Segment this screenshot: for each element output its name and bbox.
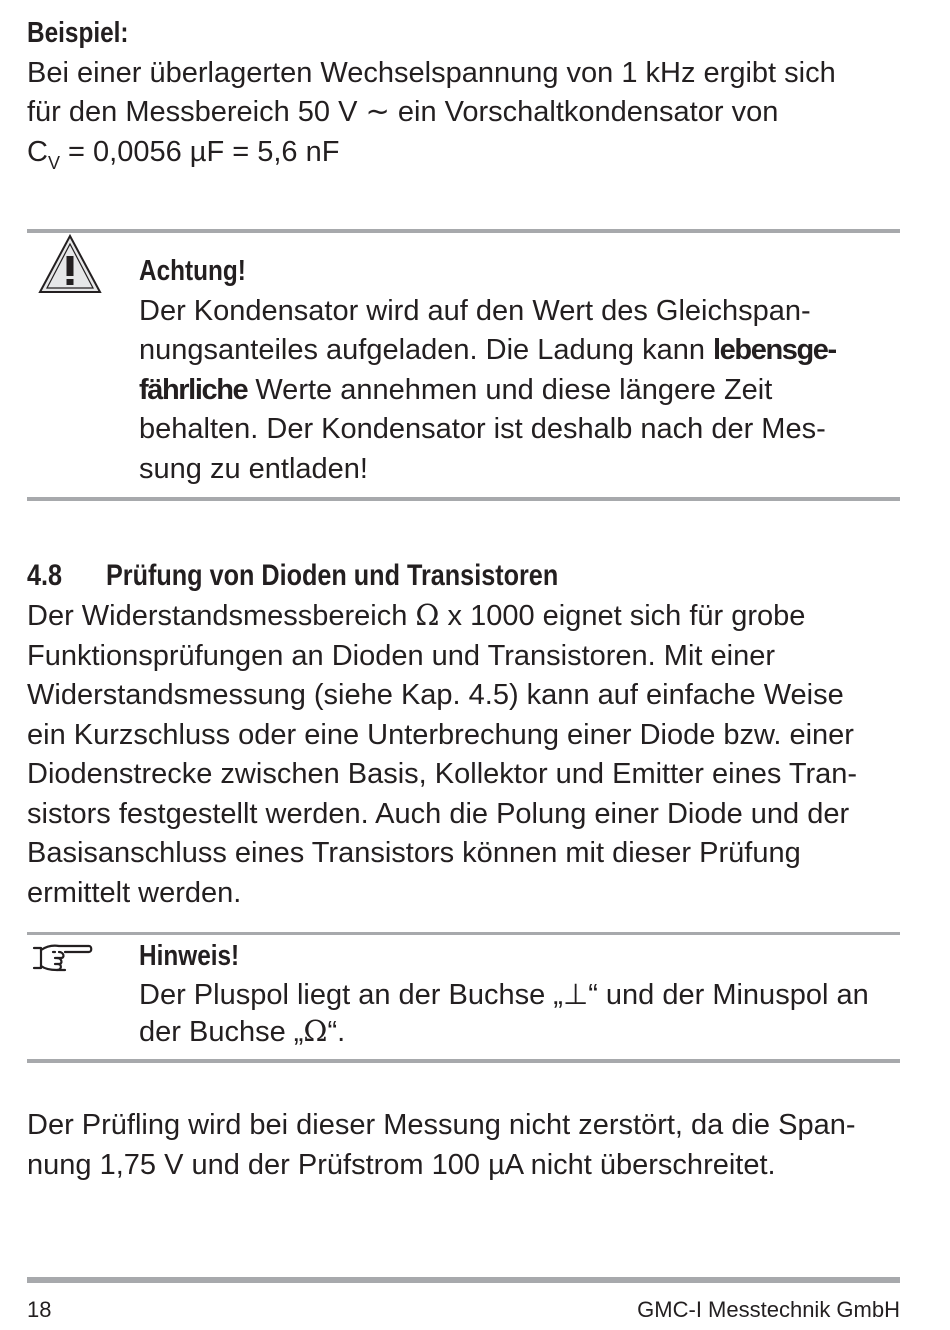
note-line-2: der Buchse „Ω“. [139, 1013, 346, 1048]
section-line-7: Basisanschluss eines Transistors können mit dieser Prüfung [27, 837, 801, 869]
footer-company: GMC-I Messtechnik GmbH [637, 1297, 900, 1322]
section-line-3: Widerstandsmessung (siehe Kap. 4.5) kann auf einfache Weise [27, 679, 844, 711]
warning-line-3: fährliche Werte annehmen und diese längere Zeit [139, 373, 773, 406]
section-line-6: sistors festgestellt werden. Auch die Polung einer Diode und der [27, 797, 850, 830]
example-line-1: Bei einer überlagerten Wechselspannung von 1 kHz ergibt sich [27, 56, 836, 89]
section-line-8: ermittelt werden. [27, 876, 242, 909]
warning-triangle-icon [38, 234, 102, 294]
section-number: 4.8 [27, 559, 63, 592]
example-label: Beispiel: [27, 17, 129, 49]
section-line-5: Diodenstrecke zwischen Basis, Kollektor und Emitter eines Tran- [27, 758, 858, 790]
page-number: 18 [27, 1297, 52, 1322]
warning-line-4: behalten. Der Kondensator ist deshalb nach der Mes- [139, 413, 826, 445]
section-line-2: Funktionsprüfungen an Dioden und Transistoren. Mit einer [27, 639, 775, 672]
warning-bottom-rule [27, 497, 900, 501]
warning-title: Achtung! [139, 255, 246, 287]
example-block [27, 14, 900, 183]
note-body [139, 937, 900, 1050]
note-bottom-rule [27, 1059, 900, 1063]
warning-line-1: Der Kondensator wird auf den Wert des Gleichspan- [139, 294, 811, 327]
example-line-3: $C_V = 0,0056$ µF = 5,6 nF [27, 135, 340, 173]
closing-line-1: Der Prüfling wird bei dieser Messung nicht zerstört, da die Span- [27, 1109, 856, 1141]
warning-line-2: nungsanteiles aufgeladen. Die Ladung kann lebensge- [139, 334, 836, 366]
closing-block [27, 1106, 900, 1185]
footer-rule [27, 1277, 900, 1283]
section-line-1: Der Widerstandsmessbereich Ω x 1000 eignet sich für grobe [27, 598, 806, 632]
section-heading [27, 556, 900, 596]
closing-line-2: nung 1,75 V und der Prüfstrom 100 µA nicht überschreitet. [27, 1148, 776, 1181]
warning-body [139, 252, 900, 489]
note-line-1: Der Pluspol liegt an der Buchse „⊥“ und der Minuspol an [139, 978, 869, 1011]
section-block [27, 556, 900, 913]
note-top-rule [27, 932, 900, 935]
example-line-2: für den Messbereich 50 V ∼ ein Vorschaltkondensator von [27, 96, 779, 128]
pointing-hand-icon [31, 942, 93, 972]
warning-line-5: sung zu entladen! [139, 452, 368, 485]
note-title: Hinweis! [139, 940, 240, 972]
warning-top-rule [27, 229, 900, 233]
section-line-4: ein Kurzschluss oder eine Unterbrechung einer Diode bzw. einer [27, 718, 854, 751]
section-title: Prüfung von Dioden und Transistoren [106, 559, 559, 592]
